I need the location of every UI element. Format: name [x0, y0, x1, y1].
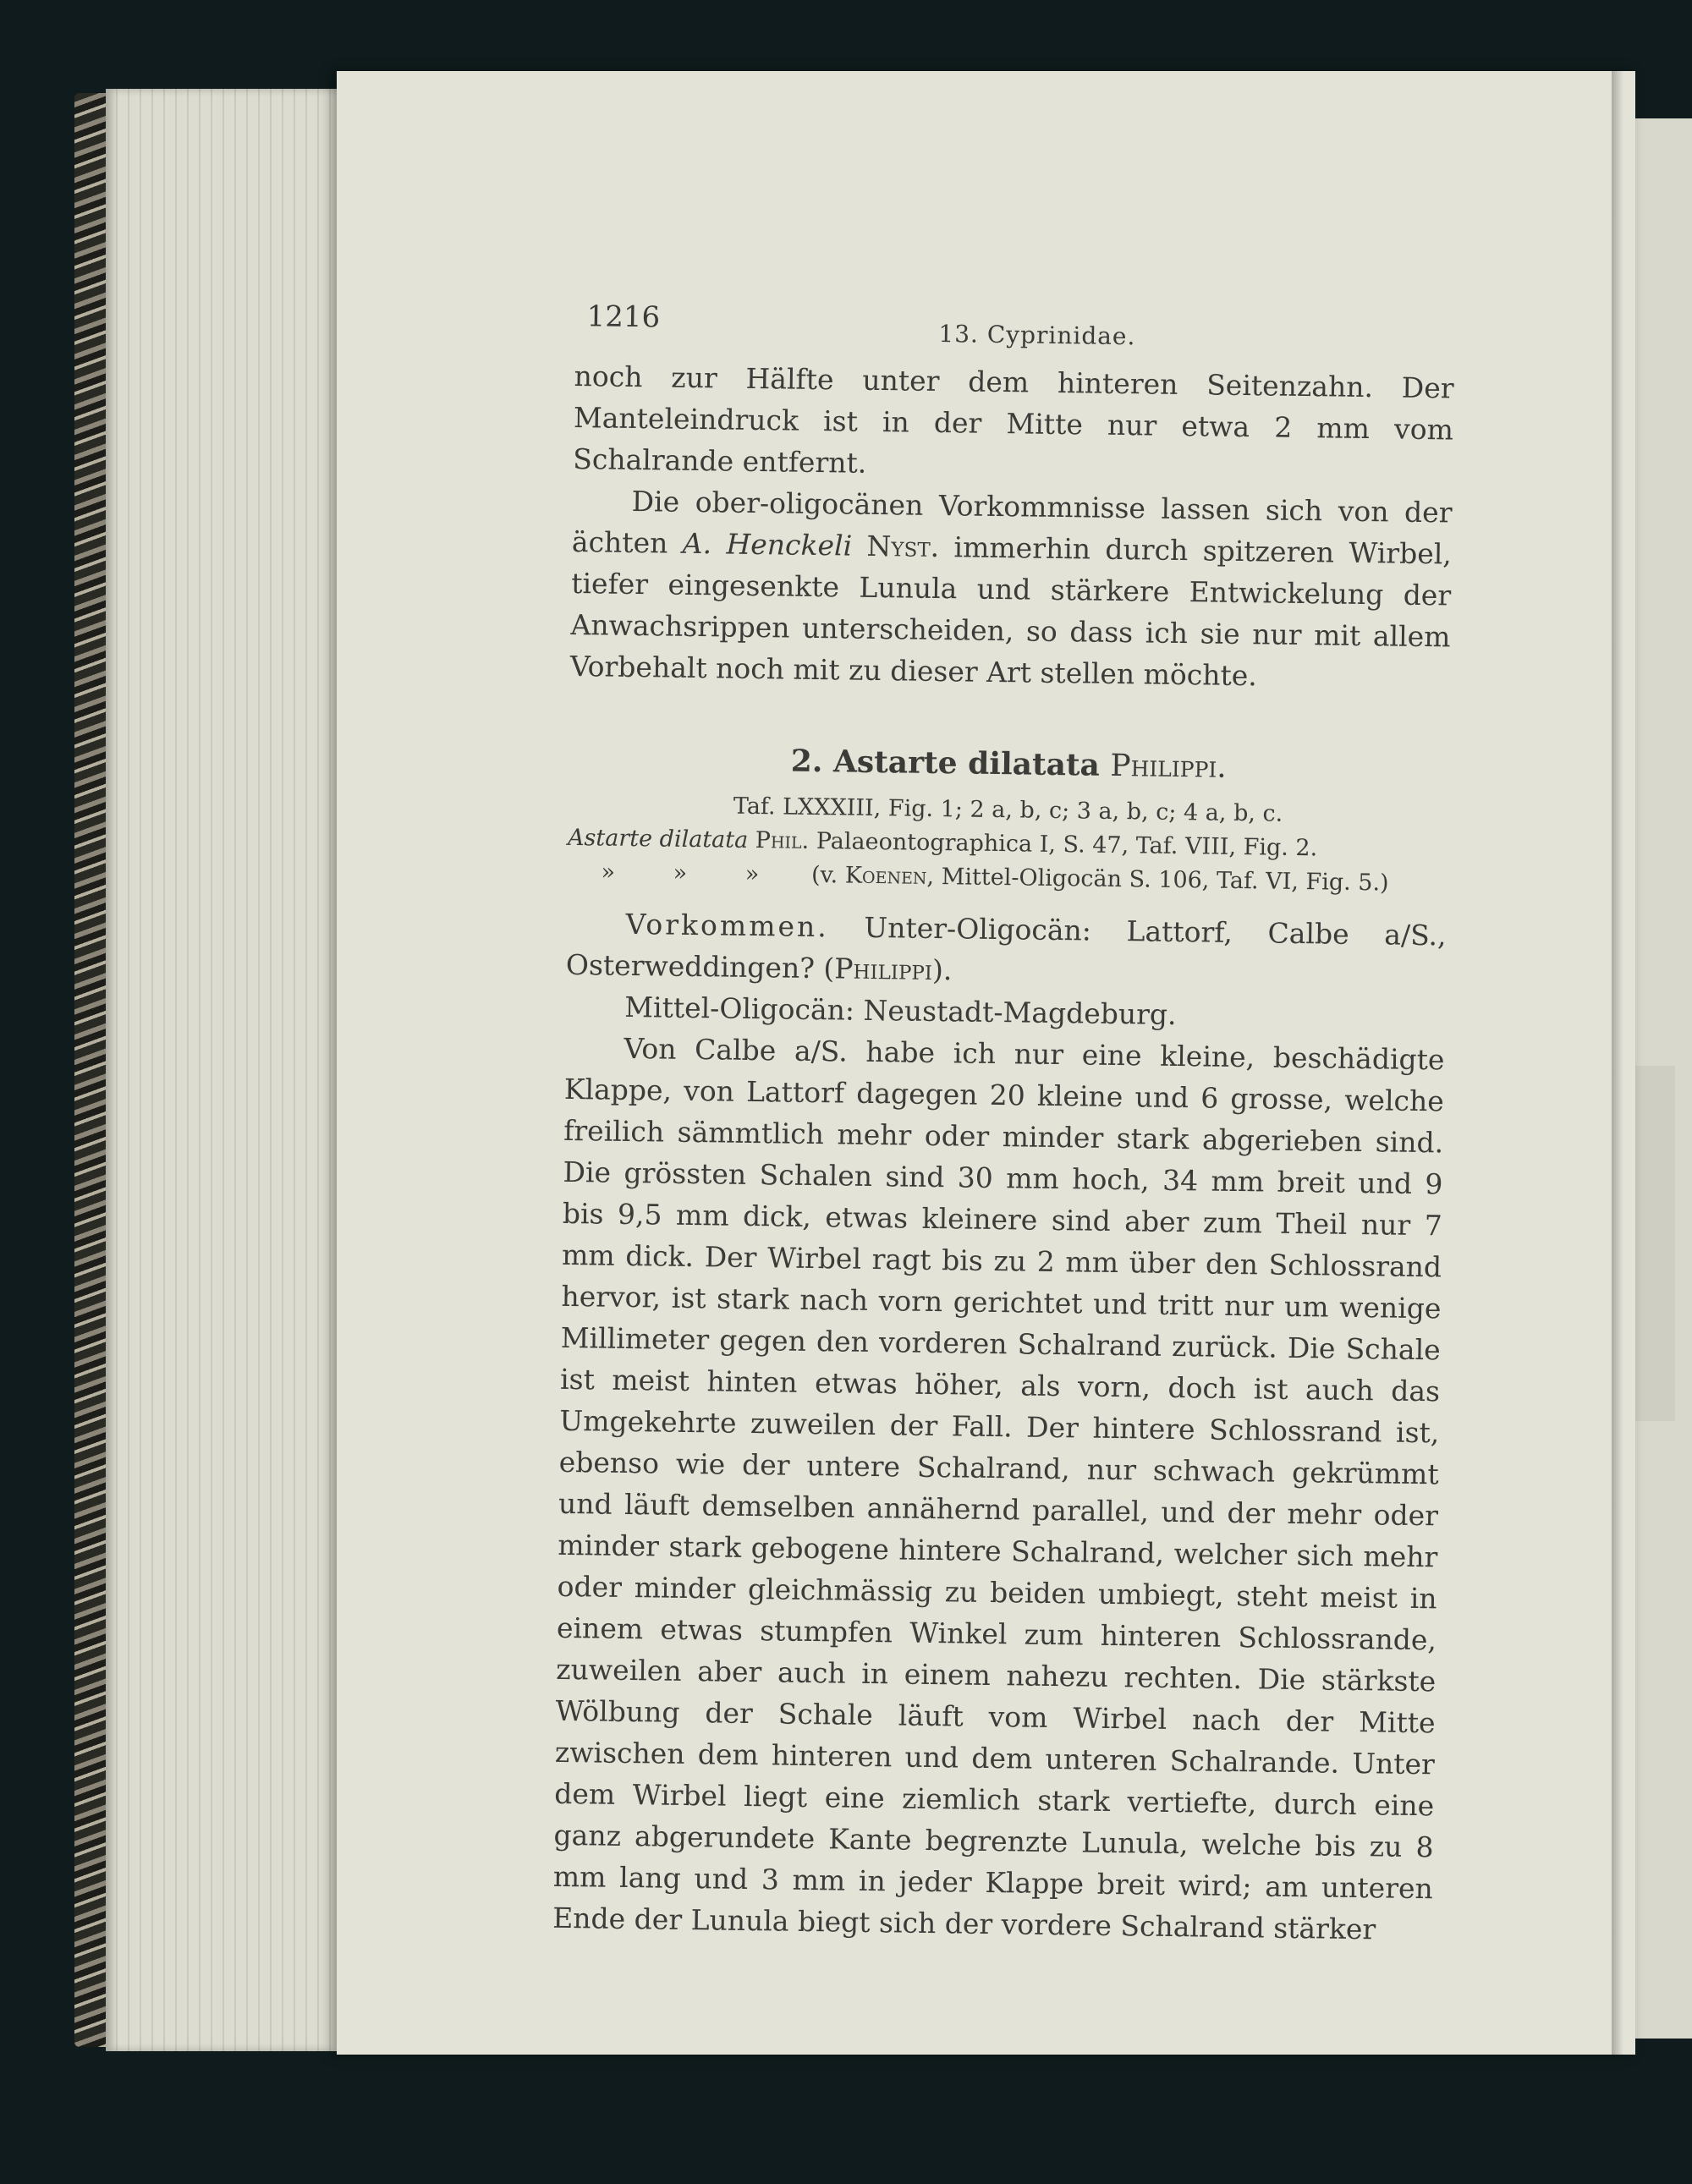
comparison-author: Nyst. — [866, 529, 940, 564]
synonym-ref-author: Koenen, — [844, 862, 935, 890]
synonymy-list — [567, 821, 1448, 902]
comparison-intro: Die ober-oligocänen Vorkommnisse lassen sich von der ächten — [571, 484, 1453, 560]
ditto-marks: » » » — [601, 859, 785, 888]
running-head — [574, 296, 1455, 368]
species-heading — [569, 738, 1449, 792]
synonym-author: Phil. — [755, 827, 810, 854]
page-stack-edges — [106, 89, 351, 2051]
occurrence-text: Unter-Oligocän: Lattorf, Calbe a/S., Osterweddingen? ( — [565, 910, 1447, 985]
page-number: 1216 — [586, 299, 661, 335]
synonym-reference: Palaeontographica I, S. 47, Taf. VIII, Fig. 2. — [816, 828, 1318, 862]
synonym-reference: Mittel-Oligocän S. 106, Taf. VI, Fig. 5.) — [941, 864, 1389, 897]
gutter-shadow — [1612, 71, 1623, 2055]
page-text-block — [552, 296, 1455, 1951]
species-number: 2. — [790, 743, 823, 780]
continued-paragraph: noch zur Hälfte unter dem hinteren Seitenzahn. Der Manteleindruck ist in der Mitte nur etwa 2 mm vom Schalrande entfernt. — [573, 359, 1454, 480]
occurrence-author: Philippi — [834, 952, 933, 986]
book-cover-edge — [74, 93, 108, 2047]
occurrence-paragraph — [566, 903, 1447, 998]
species-author: Philippi. — [1110, 748, 1228, 785]
occurrence-middle-oligocene: Mittel-Oligocän: Neustadt-Magdeburg. — [624, 990, 1177, 1032]
occurrence-label: Vorkommen. — [625, 907, 830, 944]
species-name: Astarte dilatata — [832, 744, 1101, 783]
plate-reference: Taf. LXXXIII, Fig. 1; 2 a, b, c; 3 a, b, c; 4 a, b, c. — [733, 793, 1283, 827]
synonym-name: Astarte dilatata — [567, 824, 749, 853]
running-head-title: 13. Cyprinidae. — [938, 320, 1136, 351]
synonym-ref-open: (v. — [810, 861, 838, 889]
comparison-paragraph — [570, 480, 1453, 699]
description-paragraph: Von Calbe a/S. habe ich nur eine kleine, beschädigte Klappe, von Lattorf dagegen 20 kleine und 6 grosse, welche freilich sämmtlich mehr oder minder stark abgerieben sind. Die grössten Schalen sind 30 mm hoch, 34 mm breit und 9 bis 9,5 mm dick, etwas kleinere sind aber zum Theil nur 7 mm dick. Der Wirbel ragt bis zu 2 mm über den Schlossrand hervor, ist stark nach vorn gerichtet und tritt nur um wenige Millimeter gegen den vorderen Schalrand zurück. Die Schale ist meist hinten etwas höher, als vorn, doch ist auch das Umgekehrte zuweilen der Fall. Der hintere Schlossrand ist, ebenso wie der untere Schalrand, nur schwach gekrümmt und läuft demselben annähernd parallel, und der mehr oder minder stark gebogene hintere Schalrand, welcher sich mehr oder minder gleichmässig zu beiden umbiegt, steht meist in einem etwas stumpfen Winkel zum hinteren Schlossrande, zuweilen aber auch in einem nahezu rechten. Die stärkste Wölbung der Schale läuft vom Wirbel nach der Mitte zwischen dem hinteren und dem unteren Schalrande. Unter dem Wirbel liegt eine ziemlich stark vertiefte, durch eine ganz abgerundete Kante begrenzte Lunula, welche bis zu 8 mm lang und 3 mm in jeder Klappe breit wird; am unteren Ende der Lunula biegt sich der vordere Schalrand stärker — [552, 1031, 1445, 1946]
comparison-rest: immerhin durch spitzeren Wirbel, tiefer eingesenkte Lunula und stärkere Entwickelung der Anwachsrippen unterscheiden, so dass ich sie nur mit allem Vorbehalt noch mit zu dieser Art stellen möchte. — [569, 530, 1453, 693]
comparison-species: A. Henckeli — [682, 526, 853, 562]
occurrence-close: ). — [931, 952, 953, 987]
